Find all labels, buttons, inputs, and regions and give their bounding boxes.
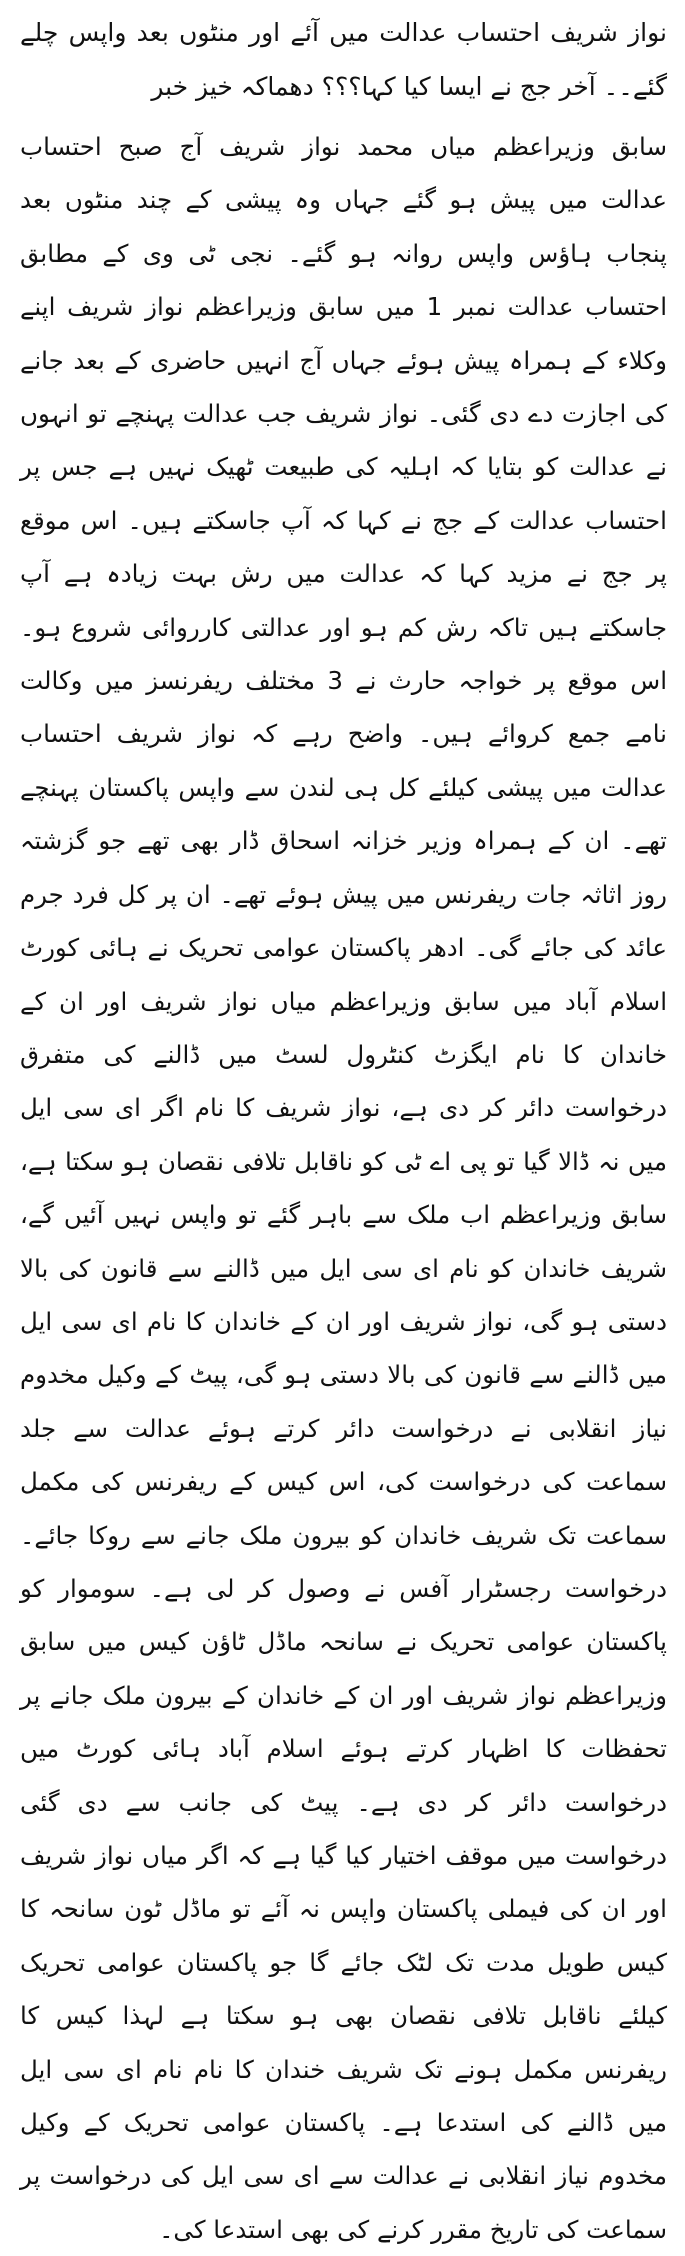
article-headline: نواز شریف احتساب عدالت میں آئے اور منٹوں بعد واپس چلے گئے۔۔ آخر جج نے ایسا کیا کہا؟؟؟ دھماکہ خیز خبر bbox=[20, 18, 667, 101]
article-body: سابق وزیراعظم میاں محمد نواز شریف آج صبح احتساب عدالت میں پیش ہو گئے جہاں وہ پیشی کے چند منٹوں بعد پنجاب ہاؤس واپس روانہ ہو گئے۔ نجی ٹی وی کے مطابق احتساب عدالت نمبر 1 میں سابق وزیراعظم نواز شریف اپنے وکلاء کے ہمراہ پیش ہوئے جہاں آج انہیں حاضری کے بعد جانے کی اجازت دے دی گئی۔ نواز شریف جب عدالت پہنچے تو انہوں نے عدالت کو بتایا کہ اہلیہ کی طبیعت ٹھیک نہیں ہے جس پر احتساب عدالت کے جج نے کہا کہ آپ جاسکتے ہیں۔ اس موقع پر جج نے مزید کہا کہ عدالت میں رش بہت زیادہ ہے آپ جاسکتے ہیں تاکہ رش کم ہو اور عدالتی کارروائی شروع ہو۔ اس موقع پر خواجہ حارث نے 3 مختلف ریفرنسز میں وکالت نامے جمع کروائے ہیں۔ واضح رہے کہ نواز شریف احتساب عدالت میں پیشی کیلئے کل ہی لندن سے واپس پاکستان پہنچے تھے۔ ان کے ہمراہ وزیر خزانہ اسحاق ڈار بھی تھے جو گزشتہ روز اثاثہ جات ریفرنس میں پیش ہوئے تھے۔ ان پر کل فرد جرم عائد کی جائے گی۔ ادھر پاکستان عوامی تحریک نے ہائی کورٹ اسلام آباد میں سابق وزیراعظم میاں نواز شریف اور ان کے خاندان کا نام ایگزٹ کنٹرول لسٹ میں ڈالنے کی متفرق درخواست دائر کر دی ہے، نواز شریف کا نام اگر ای سی ایل میں نہ ڈالا گیا تو پی اے ٹی کو ناقابل تلافی نقصان ہو سکتا ہے، سابق وزیراعظم اب ملک سے باہر گئے تو واپس نہیں آئیں گے، شریف خاندان کو نام ای سی ایل میں ڈالنے سے قانون کی بالا دستی ہو گی، نواز شریف اور ان کے خاندان کا نام ای سی ایل میں ڈالنے سے قانون کی بالا دستی ہو گی، پیٹ کے وکیل مخدوم نیاز انقلابی نے درخواست دائر کرتے ہوئے عدالت سے جلد سماعت کی درخواست کی، اس کیس کے ریفرنس کی مکمل سماعت تک شریف خاندان کو بیرون ملک جانے سے روکا جائے۔ درخواست رجسٹرار آفس نے وصول کر لی ہے۔ سوموار کو پاکستان عوامی تحریک نے سانحہ ماڈل ٹاؤن کیس میں سابق وزیراعظم نواز شریف اور ان کے خاندان کے بیرون ملک جانے پر تحفظات کا اظہار کرتے ہوئے اسلام آباد ہائی کورٹ میں درخواست دائر کر دی ہے۔ پیٹ کی جانب سے دی گئی درخواست میں موقف اختیار کیا گیا ہے کہ اگر میاں نواز شریف اور ان کی فیملی پاکستان واپس نہ آئے تو ماڈل ٹون سانحہ کا کیس طویل مدت تک لٹک جائے گا جو پاکستان عوامی تحریک کیلئے ناقابل تلافی نقصان بھی ہو سکتا ہے لہذا کیس کا ریفرنس مکمل ہونے تک شریف خندان کا نام نام ای سی ایل میں ڈالنے کی استدعا ہے۔ پاکستان عوامی تحریک کے وکیل مخدوم نیاز انقلابی نے عدالت سے ای سی ایل کی درخواست پر سماعت کی تاریخ مقرر کرنے کی بھی استدعا کی۔ bbox=[20, 132, 668, 2244]
